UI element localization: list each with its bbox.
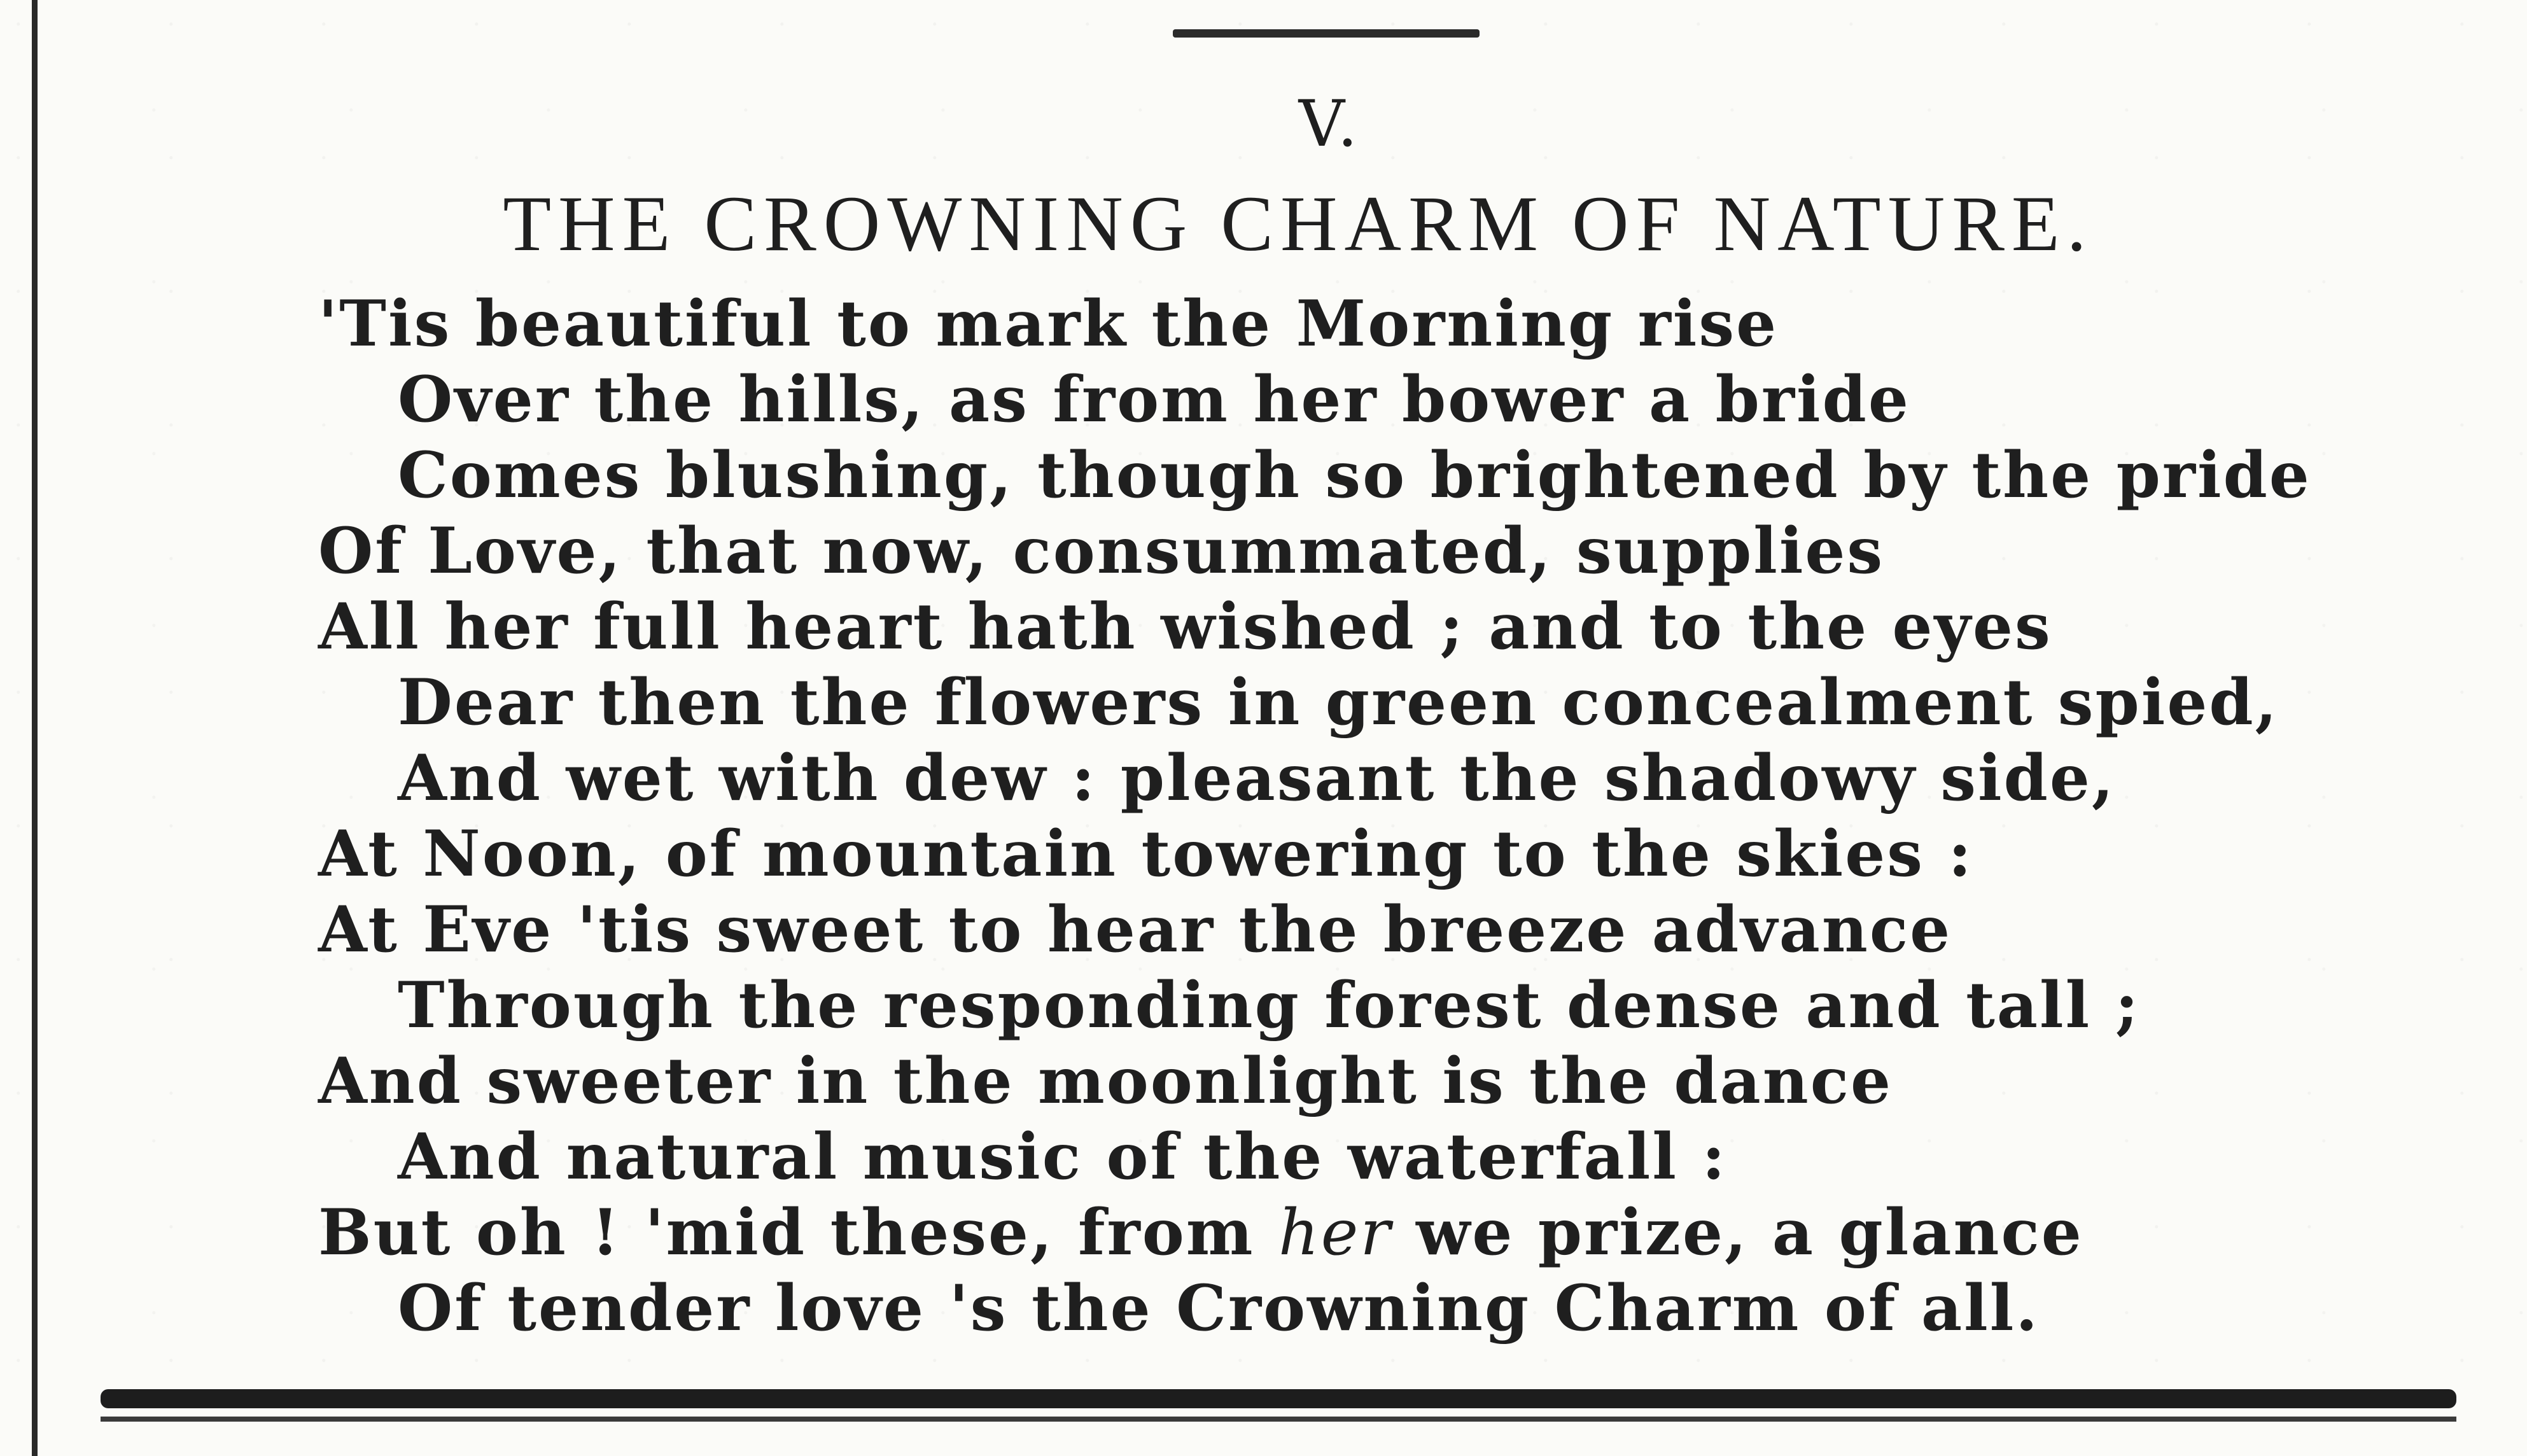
poem-line-segment: we prize, a glance — [1392, 1196, 2083, 1270]
poem-line: And natural music of the waterfall : — [398, 1120, 1727, 1194]
section-top-rule — [1173, 29, 1480, 38]
poem-line: And wet with dew : pleasant the shadowy side, — [398, 741, 2116, 815]
poem-line: Comes blushing, though so brightened by the pride — [398, 438, 2311, 512]
poem-line — [318, 1195, 2355, 1271]
poem-line: At Eve 'tis sweet to hear the breeze advance — [318, 893, 1952, 967]
poem-line: 'Tis beautiful to mark the Morning rise — [318, 287, 1779, 361]
poem-line: Dear then the flowers in green concealment spied, — [398, 666, 2279, 739]
poem-line: Through the responding forest dense and tall ; — [398, 969, 2141, 1042]
section-numeral: V. — [1298, 87, 1362, 161]
poem-line-segment: But oh ! 'mid these, from — [318, 1196, 1278, 1270]
poem-line: Of Love, that now, consummated, supplies — [318, 514, 1885, 588]
poem-title: THE CROWNING CHARM OF NATURE. — [503, 180, 2094, 267]
column-divider-rule — [32, 0, 38, 1456]
italic-word-her: her — [1278, 1196, 1392, 1270]
poem-line: Of tender love 's the Crowning Charm of all. — [398, 1271, 2040, 1345]
poem-line: At Noon, of mountain towering to the skies : — [318, 817, 1973, 891]
poem-body — [318, 286, 2355, 1347]
poem-line: All her full heart hath wished ; and to the eyes — [318, 590, 2052, 664]
section-bottom-thin-rule — [101, 1417, 2456, 1422]
section-bottom-rule — [101, 1389, 2456, 1408]
poem-line: Over the hills, as from her bower a bride — [398, 363, 1910, 437]
poem-line: And sweeter in the moonlight is the dance — [318, 1044, 1893, 1118]
